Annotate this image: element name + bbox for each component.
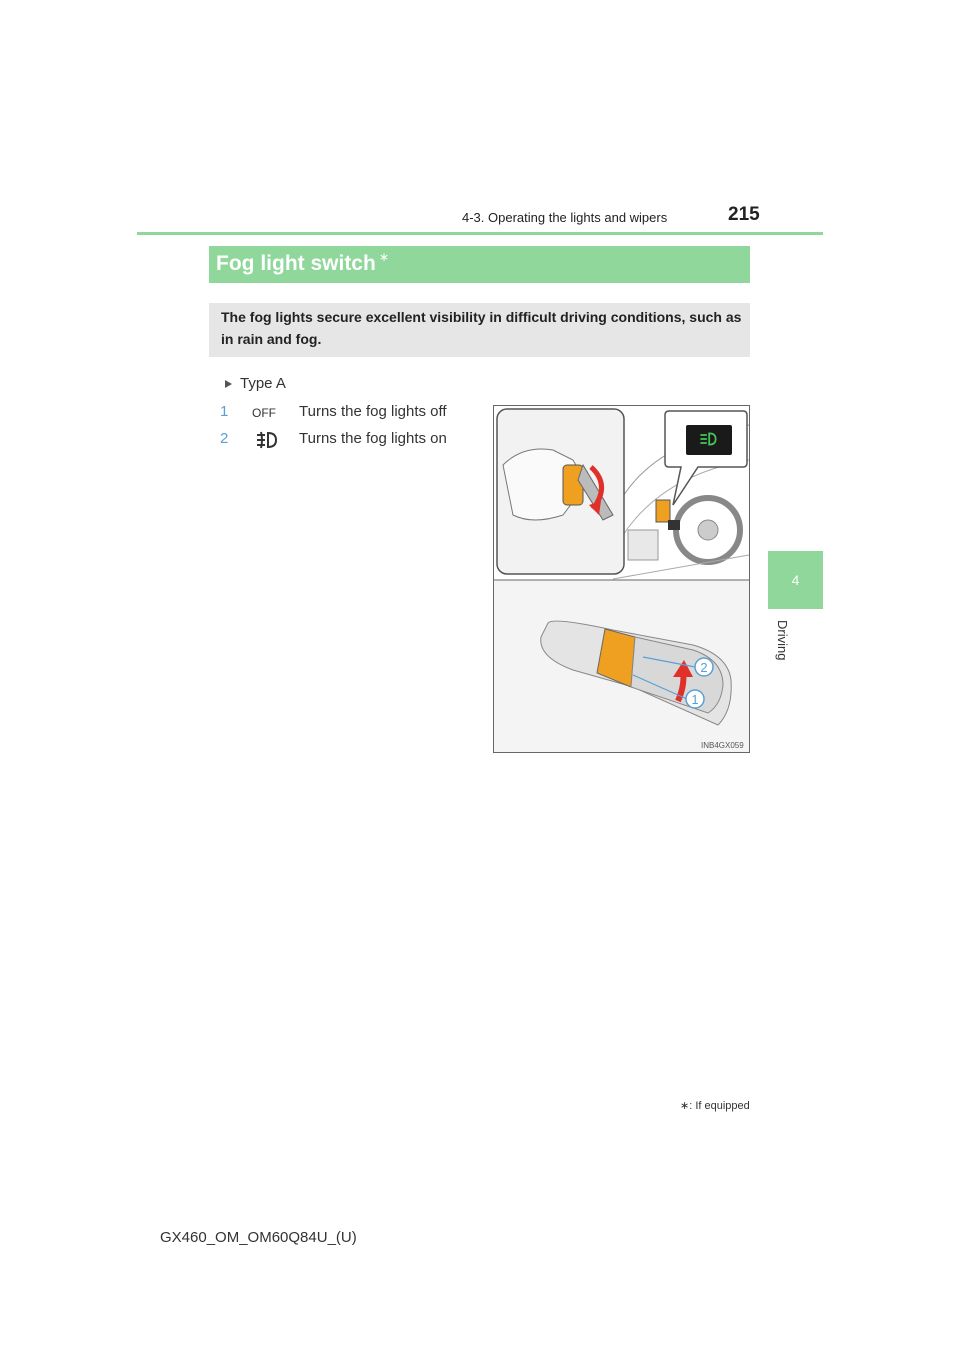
item-number-2: 2: [220, 430, 229, 447]
figure-code: INB4GX059: [701, 741, 744, 750]
front-fog-light-icon: [254, 430, 278, 450]
type-label-text: Type A: [240, 375, 286, 392]
section-title: Fog light switch: [216, 252, 376, 275]
chapter-tab: [768, 551, 823, 609]
chapter-label: Driving: [775, 620, 790, 661]
item-number-1: 1: [220, 403, 229, 420]
callout-2-label: 2: [700, 660, 708, 675]
chapter-number: 4: [791, 572, 800, 588]
off-symbol: OFF: [252, 406, 276, 420]
item-description-1: Turns the fog lights off: [299, 403, 447, 420]
header-title: 4-3. Operating the lights and wipers: [462, 210, 668, 225]
item-description-2: Turns the fog lights on: [299, 430, 447, 447]
if-equipped-mark: ∗: [379, 250, 390, 264]
type-label: [225, 375, 286, 392]
fog-light-switch-illustration: [493, 405, 750, 753]
callout-1-label: 1: [691, 692, 699, 707]
footer-code: GX460_OM_OM60Q84U_(U): [160, 1229, 357, 1246]
intro-text: The fog lights secure excellent visibility in difficult driving conditions, such as in rain and fog.: [221, 309, 742, 347]
triangle-bullet-icon: [225, 380, 232, 388]
page-number: 215: [728, 204, 760, 225]
header-rule: [137, 232, 823, 235]
footnote: ∗: If equipped: [680, 1100, 750, 1112]
